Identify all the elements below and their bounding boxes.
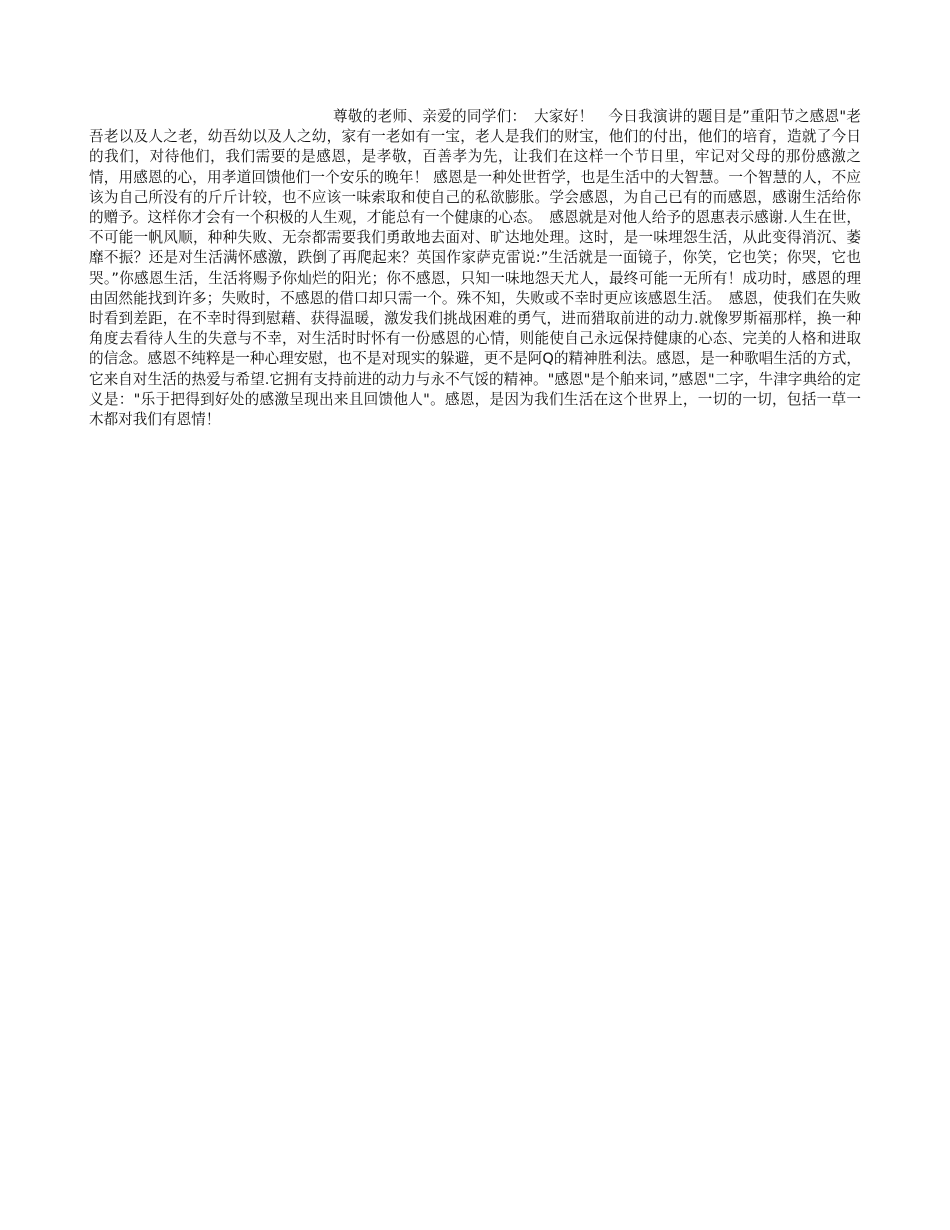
document-page [89,107,861,430]
speech-body-text: 尊敬的老师、亲爱的同学们： 大家好！ 今日我演讲的题目是”重阳节之感恩"老吾老以及人之老，幼吾幼以及人之幼，家有一老如有一宝，老人是我们的财宝，他们的付出，他们的培育，造就了今日的我们，对待他们，我们需要的是感恩，是孝敬，百善孝为先，让我们在这样一个节日里，牢记对父母的那份感激之情，用感恩的心，用孝道回馈他们一个安乐的晚年！ 感恩是一种处世哲学，也是生活中的大智慧。一个智慧的人，不应该为自己所没有的斤斤计较，也不应该一味索取和使自己的私欲膨胀。学会感恩，为自己已有的而感恩，感谢生活给你的赠予。这样你才会有一个积极的人生观，才能总有一个健康的心态。 感恩就是对他人给予的恩惠表示感谢.人生在世，不可能一帆风顺，种种失败、无奈都需要我们勇敢地去面对、旷达地处理。这时，是一味埋怨生活，从此变得消沉、萎靡不振？还是对生活满怀感激，跌倒了再爬起来？英国作家萨克雷说:”生活就是一面镜子，你笑，它也笑；你哭，它也哭。”你感恩生活，生活将赐予你灿烂的阳光；你不感恩，只知一味地怨天尤人，最终可能一无所有！成功时，感恩的理由固然能找到许多；失败时，不感恩的借口却只需一个。殊不知，失败或不幸时更应该感恩生活。 感恩，使我们在失败时看到差距，在不幸时得到慰藉、获得温暖，激发我们挑战困难的勇气，进而猎取前进的动力.就像罗斯福那样，换一种角度去看待人生的失意与不幸，对生活时时怀有一份感恩的心情，则能使自己永远保持健康的心态、完美的人格和进取的信念。感恩不纯粹是一种心理安慰，也不是对现实的躲避，更不是阿Q的精神胜利法。感恩，是一种歌唱生活的方式，它来自对生活的热爱与希望.它拥有支持前进的动力与永不气馁的精神。"感恩"是个舶来词，”感恩"二字，牛津字典给的定义是："乐于把得到好处的感激呈现出来且回馈他人"。感恩，是因为我们生活在这个世界上，一切的一切，包括一草一木都对我们有恩情！ [89,108,861,429]
